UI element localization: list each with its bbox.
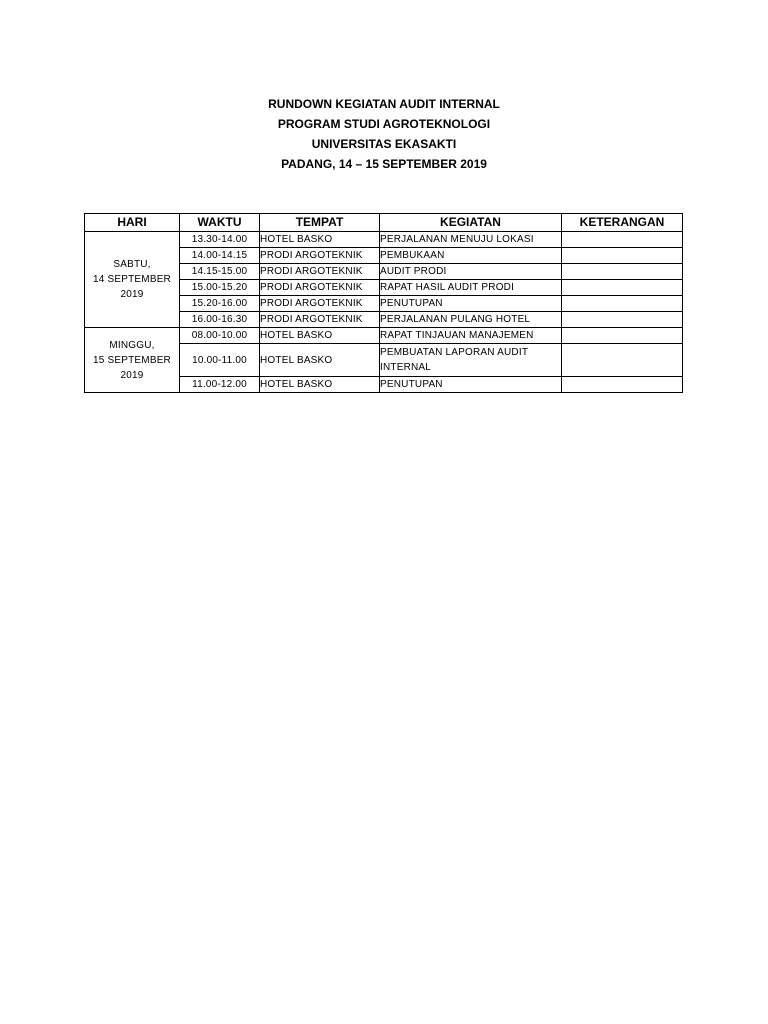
keterangan-cell [562, 344, 683, 377]
waktu-cell: 13.30-14.00 [180, 232, 260, 248]
kegiatan-cell: RAPAT HASIL AUDIT PRODI [380, 280, 562, 296]
column-header-tempat: TEMPAT [260, 214, 380, 232]
kegiatan-cell: PENUTUPAN [380, 296, 562, 312]
waktu-cell: 15.00-15.20 [180, 280, 260, 296]
kegiatan-cell: AUDIT PRODI [380, 264, 562, 280]
kegiatan-cell: PERJALANAN PULANG HOTEL [380, 312, 562, 328]
table-row [85, 328, 683, 344]
waktu-cell: 14.15-15.00 [180, 264, 260, 280]
column-header-keterangan: KETERANGAN [562, 214, 683, 232]
keterangan-cell [562, 328, 683, 344]
day-name: SABTU, [113, 259, 151, 270]
keterangan-cell [562, 312, 683, 328]
tempat-cell: PRODI ARGOTEKNIK [260, 296, 380, 312]
waktu-cell: 10.00-11.00 [180, 344, 260, 377]
day-date: 14 SEPTEMBER [93, 274, 171, 285]
title-line-1: RUNDOWN KEGIATAN AUDIT INTERNAL [268, 97, 500, 111]
title-line-3: UNIVERSITAS EKASAKTI [311, 137, 457, 151]
day-cell-sabtu [85, 232, 180, 328]
kegiatan-line-2: INTERNAL [380, 362, 432, 373]
kegiatan-cell: RAPAT TINJAUAN MANAJEMEN [380, 328, 562, 344]
waktu-cell: 14.00-14.15 [180, 248, 260, 264]
tempat-cell: HOTEL BASKO [260, 328, 380, 344]
title-line-2: PROGRAM STUDI AGROTEKNOLOGI [277, 117, 491, 131]
rundown-table [84, 213, 683, 393]
column-header-kegiatan: KEGIATAN [380, 214, 562, 232]
waktu-cell: 08.00-10.00 [180, 328, 260, 344]
day-year: 2019 [120, 289, 144, 300]
day-date: 15 SEPTEMBER [93, 354, 171, 366]
waktu-cell: 11.00-12.00 [180, 377, 260, 393]
kegiatan-cell: PERJALANAN MENUJU LOKASI [380, 232, 562, 248]
keterangan-cell [562, 280, 683, 296]
tempat-cell: HOTEL BASKO [260, 232, 380, 248]
day-cell-minggu [85, 328, 180, 393]
waktu-cell: 16.00-16.30 [180, 312, 260, 328]
tempat-cell: HOTEL BASKO [260, 377, 380, 393]
keterangan-cell [562, 248, 683, 264]
kegiatan-cell: PENUTUPAN [380, 377, 562, 393]
table-header-row [85, 214, 683, 232]
table-row [85, 232, 683, 248]
column-header-waktu: WAKTU [180, 214, 260, 232]
kegiatan-cell: PEMBUKAAN [380, 248, 562, 264]
kegiatan-line-1: PEMBUATAN LAPORAN AUDIT [380, 347, 529, 358]
keterangan-cell [562, 232, 683, 248]
tempat-cell: PRODI ARGOTEKNIK [260, 312, 380, 328]
document-title-block [0, 94, 768, 174]
tempat-cell: PRODI ARGOTEKNIK [260, 280, 380, 296]
day-year: 2019 [120, 369, 144, 381]
day-name: MINGGU, [109, 339, 155, 351]
keterangan-cell [562, 264, 683, 280]
title-line-4: PADANG, 14 – 15 SEPTEMBER 2019 [281, 157, 487, 171]
tempat-cell: HOTEL BASKO [260, 344, 380, 377]
waktu-cell: 15.20-16.00 [180, 296, 260, 312]
tempat-cell: PRODI ARGOTEKNIK [260, 248, 380, 264]
keterangan-cell [562, 296, 683, 312]
keterangan-cell [562, 377, 683, 393]
kegiatan-cell [380, 344, 562, 377]
column-header-hari: HARI [85, 214, 180, 232]
tempat-cell: PRODI ARGOTEKNIK [260, 264, 380, 280]
